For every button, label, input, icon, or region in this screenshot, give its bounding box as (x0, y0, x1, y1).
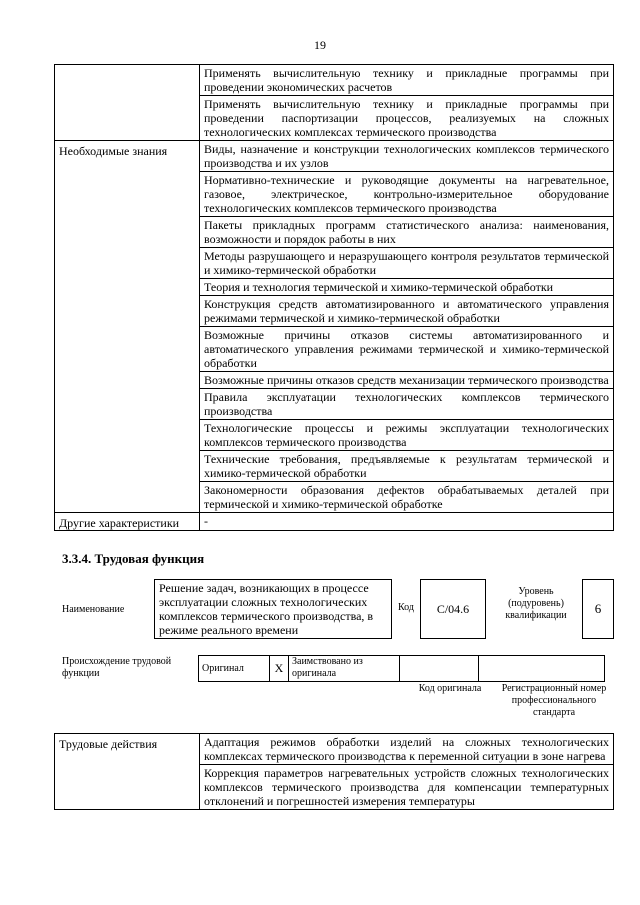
table-row (55, 513, 614, 531)
section-heading: 3.3.4. Трудовая функция (62, 551, 205, 566)
other-value: - (200, 513, 614, 531)
level-value-box: 6 (582, 579, 614, 639)
code-original-caption: Код оригинала (418, 683, 482, 694)
table-cell: Закономерности образования дефектов обрабатываемых деталей при термической и химико-термической обработке (200, 482, 614, 513)
code-label: Код (398, 602, 414, 613)
original-cell: Оригинал (199, 656, 270, 682)
origin-table (198, 655, 605, 682)
table-cell: Нормативно-технические и руководящие документы на нагревательное, газовое, электрическое, контрольно-измерительное оборудование технологических комплексов термического производства (200, 172, 614, 217)
competency-table (54, 64, 614, 531)
level-label: Уровень (подуровень) квалификации (505, 586, 567, 621)
code-original-cell (400, 656, 479, 682)
actions-label: Трудовые действия (55, 734, 200, 810)
actions-table (54, 733, 614, 810)
other-label: Другие характеристики (55, 513, 200, 531)
table-cell: Технологические процессы и режимы эксплуатации технологических комплексов термического производства (200, 420, 614, 451)
table-cell: Методы разрушающего и неразрушающего контроля результатов термической и химико-термической обработки (200, 248, 614, 279)
origin-label: Происхождение трудовой функции (62, 656, 172, 679)
table-cell: Возможные причины отказов средств механизации термического производства (200, 372, 614, 389)
table-cell: Виды, назначение и конструкции технологических комплексов термического производства и их узлов (200, 141, 614, 172)
function-name-box: Решение задач, возникающих в процессе эксплуатации сложных технологических комплексов термического производства, в режиме реального времени (154, 579, 392, 639)
name-label: Наименование (62, 604, 125, 615)
table-row (199, 656, 605, 682)
table-cell: Коррекция параметров нагревательных устройств сложных технологических комплексов термического производства для компенсации температурных отклонений и погрешностей измерения температуры (200, 765, 614, 810)
table-cell: Применять вычислительную технику и прикладные программы при проведении паспортизации процессов, реализуемых на сложных технологических комплексах термического производства (200, 96, 614, 141)
page-number: 19 (314, 38, 326, 52)
knowledge-label: Необходимые знания (55, 141, 200, 513)
reg-number-caption: Регистрационный номер профессионального стандарта (501, 683, 607, 718)
table-cell: Правила эксплуатации технологических комплексов термического производства (200, 389, 614, 420)
table-cell: Конструкция средств автоматизированного и автоматического управления режимами термической и химико-термической обработки (200, 296, 614, 327)
table-row (55, 65, 614, 96)
table-row (55, 734, 614, 765)
table-cell: Возможные причины отказов системы автоматизированного и автоматического управления режимами термической и химико-термической обработки (200, 327, 614, 372)
table-cell: Теория и технология термической и химико-термической обработки (200, 279, 614, 296)
code-value-box: C/04.6 (420, 579, 486, 639)
table-cell: Пакеты прикладных программ статистического анализа: наименования, возможности и порядок работы в них (200, 217, 614, 248)
skills-label-cell (55, 65, 200, 141)
table-cell: Технические требования, предъявляемые к результатам термической и химико-термической обработки (200, 451, 614, 482)
reg-number-cell (479, 656, 605, 682)
table-cell: Адаптация режимов обработки изделий на сложных технологических комплексах термического производства к переменной ситуации в зоне нагрева (200, 734, 614, 765)
table-row (55, 141, 614, 172)
borrowed-cell: Заимствовано из оригинала (289, 656, 400, 682)
table-cell: Применять вычислительную технику и прикладные программы при проведении экономических расчетов (200, 65, 614, 96)
original-mark: X (270, 656, 289, 682)
